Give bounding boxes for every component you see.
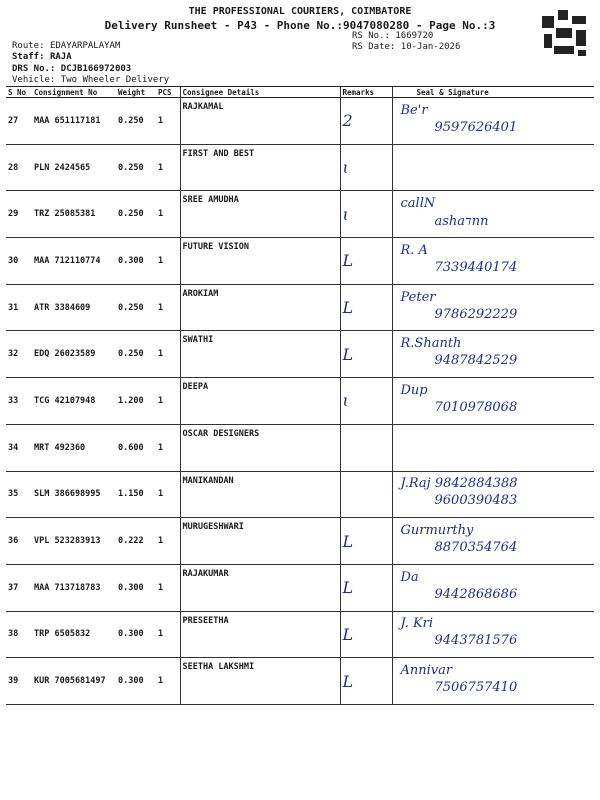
col-pcs: PCS: [156, 87, 180, 98]
signature-cell: [392, 471, 594, 518]
signature-name: J. Kri: [400, 616, 434, 632]
remark-cell: [340, 424, 392, 471]
pcs-cell: 1: [156, 238, 180, 285]
signature-cell: [392, 191, 594, 238]
consignee-cell: SWATHI: [180, 331, 340, 378]
consignee-cell: MANIKANDAN: [180, 471, 340, 518]
table-header-row: [6, 87, 594, 98]
rs-date-value: 10-Jan-2026: [400, 42, 461, 52]
route-line: Route: EDAYARPALAYAM: [12, 41, 121, 51]
sno-cell: 31: [6, 284, 32, 331]
consignee-cell: PRESEETHA: [180, 611, 340, 658]
consignee-cell: OSCAR DESIGNERS: [180, 424, 340, 471]
col-seal: Seal & Signature: [392, 87, 594, 98]
table-row: [6, 424, 594, 471]
weight-cell: 0.300: [116, 238, 156, 285]
consignee-cell: MURUGESHWARI: [180, 518, 340, 565]
courier-logo-icon: [538, 6, 594, 62]
consignee-cell: FUTURE VISION: [180, 238, 340, 285]
col-consignment: Consignment No: [32, 87, 116, 98]
consignment-cell: MAA 651117181: [32, 98, 116, 145]
table-row: [6, 284, 594, 331]
signature-phone: 9786292229: [434, 306, 518, 322]
consignment-cell: KUR 7005681497: [32, 658, 116, 705]
rs-no-value: 1669720: [395, 31, 434, 41]
sno-cell: 39: [6, 658, 32, 705]
remark-cell: ɩ: [340, 144, 392, 191]
consignee-cell: SREE AMUDHA: [180, 191, 340, 238]
signature-phone: 9487842529: [434, 353, 518, 369]
weight-cell: 0.250: [116, 284, 156, 331]
delivery-table: [6, 86, 594, 705]
signature-phone: 7506757410: [434, 680, 518, 696]
signature-name: Gurmurthy: [400, 523, 474, 539]
pcs-cell: 1: [156, 611, 180, 658]
table-row: [6, 378, 594, 425]
sno-cell: 36: [6, 518, 32, 565]
sno-cell: 37: [6, 564, 32, 611]
signature-name: Dup: [400, 382, 428, 398]
sno-cell: 29: [6, 191, 32, 238]
signature-cell: [392, 424, 594, 471]
weight-cell: 0.300: [116, 611, 156, 658]
consignment-cell: EDQ 26023589: [32, 331, 116, 378]
signature-name: callN: [400, 196, 436, 212]
weight-cell: 0.222: [116, 518, 156, 565]
rs-no-line: RS No.: 1669720: [352, 31, 434, 41]
table-row: [6, 191, 594, 238]
sno-cell: 35: [6, 471, 32, 518]
weight-cell: 0.300: [116, 658, 156, 705]
drs-value: DCJB166972003: [60, 64, 132, 74]
signature-cell: [392, 518, 594, 565]
signature-cell: [392, 611, 594, 658]
remark-cell: L: [340, 331, 392, 378]
vehicle-line: Vehicle: Two Wheeler Delivery: [12, 75, 170, 85]
col-consignee: Consignee Details: [180, 87, 340, 98]
signature-phone: 9600390483: [434, 493, 518, 509]
remark-cell: L: [340, 564, 392, 611]
consignment-cell: TRZ 25085381: [32, 191, 116, 238]
sno-cell: 27: [6, 98, 32, 145]
remark-cell: L: [340, 238, 392, 285]
route-value: EDAYARPALAYAM: [49, 41, 121, 51]
col-weight: Weight: [116, 87, 156, 98]
drs-line: DRS No.: DCJB166972003: [12, 64, 132, 74]
remark-cell: L: [340, 658, 392, 705]
consignee-cell: DEEPA: [180, 378, 340, 425]
rs-date-line: RS Date: 10-Jan-2026: [352, 42, 461, 52]
consignment-cell: TRP 6505832: [32, 611, 116, 658]
pcs-cell: 1: [156, 564, 180, 611]
table-row: [6, 564, 594, 611]
weight-cell: 0.250: [116, 331, 156, 378]
table-row: [6, 98, 594, 145]
consignment-cell: MAA 712110774: [32, 238, 116, 285]
pcs-cell: 1: [156, 144, 180, 191]
signature-cell: [392, 284, 594, 331]
consignment-cell: MRT 492360: [32, 424, 116, 471]
consignee-cell: AROKIAM: [180, 284, 340, 331]
consignment-cell: PLN 2424565: [32, 144, 116, 191]
pcs-cell: 1: [156, 98, 180, 145]
remark-cell: ɩ: [340, 378, 392, 425]
col-sno: S No: [6, 87, 32, 98]
weight-cell: 0.250: [116, 144, 156, 191]
col-remarks: Remarks: [340, 87, 392, 98]
table-row: [6, 611, 594, 658]
signature-phone: 7010978068: [434, 399, 518, 415]
signature-cell: [392, 238, 594, 285]
pcs-cell: 1: [156, 471, 180, 518]
sno-cell: 30: [6, 238, 32, 285]
table-row: [6, 471, 594, 518]
table-row: [6, 144, 594, 191]
staff-line: Staff: RAJA: [12, 52, 72, 62]
consignment-cell: ATR 3384609: [32, 284, 116, 331]
pcs-cell: 1: [156, 191, 180, 238]
vehicle-value: Two Wheeler Delivery: [60, 75, 170, 85]
signature-cell: [392, 378, 594, 425]
remark-cell: L: [340, 611, 392, 658]
sno-cell: 34: [6, 424, 32, 471]
sno-cell: 32: [6, 331, 32, 378]
consignment-cell: MAA 713718783: [32, 564, 116, 611]
signature-cell: [392, 144, 594, 191]
consignee-cell: FIRST AND BEST: [180, 144, 340, 191]
consignee-cell: RAJAKUMAR: [180, 564, 340, 611]
weight-cell: 0.300: [116, 564, 156, 611]
pcs-cell: 1: [156, 284, 180, 331]
consignee-cell: SEETHA LAKSHMI: [180, 658, 340, 705]
signature-phone: 8870354764: [434, 540, 518, 556]
weight-cell: 0.250: [116, 191, 156, 238]
signature-phone: 9597626401: [434, 119, 518, 135]
table-row: [6, 331, 594, 378]
sno-cell: 38: [6, 611, 32, 658]
sno-cell: 28: [6, 144, 32, 191]
consignee-cell: RAJKAMAL: [180, 98, 340, 145]
signature-name: Peter: [400, 289, 436, 305]
consignment-cell: VPL 523283913: [32, 518, 116, 565]
remark-cell: L: [340, 518, 392, 565]
pcs-cell: 1: [156, 378, 180, 425]
runsheet-title: Delivery Runsheet - P43 - Phone No.:9047080280 - Page No.:3: [104, 19, 496, 32]
remark-cell: [340, 471, 392, 518]
signature-name: R. A: [400, 242, 428, 258]
company-title: THE PROFESSIONAL COURIERS, COIMBATORE: [188, 6, 412, 17]
signature-phone: 9442868686: [434, 586, 518, 602]
staff-value: RAJA: [49, 52, 72, 62]
table-row: [6, 518, 594, 565]
signature-cell: [392, 658, 594, 705]
signature-cell: [392, 564, 594, 611]
pcs-cell: 1: [156, 518, 180, 565]
weight-cell: 1.200: [116, 378, 156, 425]
signature-name: J.Raj 9842884388: [400, 476, 518, 492]
pcs-cell: 1: [156, 658, 180, 705]
table-row: [6, 658, 594, 705]
consignment-cell: SLM 386698995: [32, 471, 116, 518]
signature-name: Da: [400, 569, 419, 585]
signature-name: Be'r: [400, 102, 428, 118]
signature-cell: [392, 331, 594, 378]
weight-cell: 1.150: [116, 471, 156, 518]
sno-cell: 33: [6, 378, 32, 425]
consignment-cell: TCG 42107948: [32, 378, 116, 425]
table-row: [6, 238, 594, 285]
remark-cell: ɩ: [340, 191, 392, 238]
signature-phone: 9443781576: [434, 633, 518, 649]
remark-cell: L: [340, 284, 392, 331]
weight-cell: 0.600: [116, 424, 156, 471]
signature-phone: 7339440174: [434, 259, 518, 275]
signature-name: Annivar: [400, 663, 453, 679]
pcs-cell: 1: [156, 424, 180, 471]
signature-name: R.Shanth: [400, 336, 462, 352]
weight-cell: 0.250: [116, 98, 156, 145]
signature-phone: ashaדnn: [434, 214, 489, 230]
pcs-cell: 1: [156, 331, 180, 378]
signature-cell: [392, 98, 594, 145]
remark-cell: 2: [340, 98, 392, 145]
